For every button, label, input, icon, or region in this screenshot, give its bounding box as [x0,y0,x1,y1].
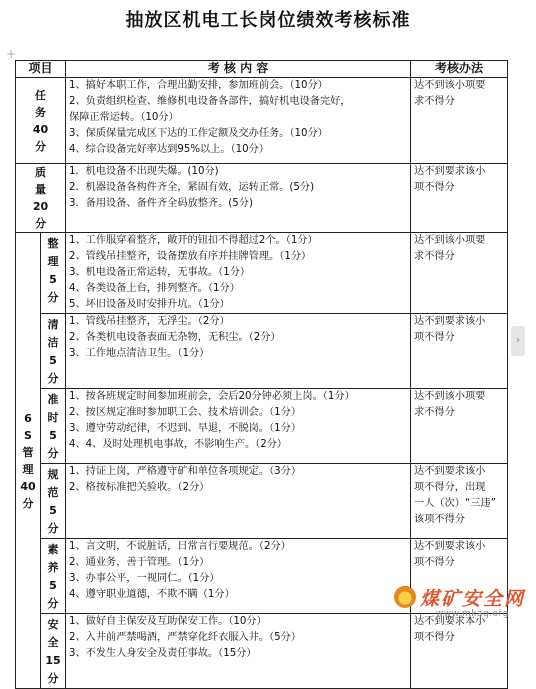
method-line: 达不到要求该小 [414,316,486,327]
content-cell [66,464,411,539]
document-title: 抽放区机电工长岗位绩效考核标准 [125,10,411,31]
watermark-logo [392,582,532,624]
method-line: 求不得分 [414,96,455,107]
method-cell [411,614,508,689]
category-char: S [24,428,32,442]
sub-category-char: 时 [47,411,59,424]
sub-category-char: 清 [47,318,59,331]
sub-category-char: 养 [47,561,59,574]
category-char: 务 [35,105,46,119]
method-line: 达不到该小项要 [414,80,486,91]
content-cell [66,539,411,614]
category-char: 6 [24,411,32,425]
watermark-emblem-icon [394,586,416,608]
content-line: 3、工作地点清洁卫生。（1分） [69,348,210,359]
sub-category-cell [41,389,66,464]
content-line: 3．备用设备、备件齐全码放整齐。(5分) [69,198,253,209]
method-line: 求不得分 [414,251,455,262]
table-move-handle-icon[interactable]: + [6,47,17,61]
watermark-url: www.mkaq.org [436,609,509,619]
sub-category-char: 素 [47,543,59,556]
method-line: 项不得分 [414,332,455,343]
content-line: 3、保质保量完成区下达的工作定额及交办任务。（10分） [69,128,328,139]
method-line: 项不得分，出现 [414,482,486,493]
content-cell [66,314,411,389]
category-char: 管 [22,445,34,459]
sub-category-cell [41,614,66,689]
sub-category-char: 理 [47,255,59,268]
category-cell [16,164,66,233]
scroll-handle-icon[interactable]: › [511,326,525,356]
content-line: 1、做好自主保安及互助保安工作。（10分） [69,616,267,627]
table-row [16,164,508,233]
content-line: 1、工作服穿着整齐，敞开的钮扣不得超过2个。（1分） [69,235,318,246]
sub-category-char: 15 [45,654,61,667]
content-cell [66,614,411,689]
sub-category-cell [41,233,66,314]
table-row [16,78,508,164]
sub-category-char: 整 [47,237,59,250]
six-s-row [16,464,508,539]
content-line: 3、不发生人身安全及责任事故。（15分） [69,648,257,659]
content-line: 1、持证上岗，严格遵守矿和单位各项规定。（3分） [69,466,302,477]
content-cell [66,78,411,164]
content-line: 3、办事公平，一视同仁。（1分） [69,573,220,584]
category-char: 量 [35,183,46,196]
sub-category-char: 范 [47,486,59,499]
sub-category-char: 分 [47,522,59,535]
sub-category-char: 分 [47,597,59,610]
sub-category-char: 分 [47,447,59,460]
watermark-text: 煤矿安全网 [420,588,526,610]
header-method: 考核办法 [411,61,508,78]
method-line: 达不到该小项要 [414,391,486,402]
content-line: 2、入井前严禁喝酒，严禁穿化纤衣服入井。（5分） [69,632,302,643]
method-line: 达不到要求本小 [414,616,486,627]
content-line: 3、机电设备正常运转，无事故。（1分） [69,267,251,278]
sub-category-char: 分 [47,672,59,685]
content-line: 4、遵守职业道德，不欺不瞒（1分） [69,589,235,600]
content-line: 5、坏旧设备及时安排升坑。（1分） [69,299,230,310]
method-line: 项不得分 [414,557,455,568]
sub-category-char: 规 [47,468,59,481]
sub-category-char: 5 [49,504,57,517]
content-line: 2．机器设备各构件齐全，紧固有效，运转正常。(5分) [69,182,315,193]
method-line: 达不到要求该小 [414,541,486,552]
header-project: 项目 [16,61,66,78]
category-char: 质 [35,166,46,179]
sub-category-cell [41,539,66,614]
category-char: 分 [22,496,34,510]
content-line: 4、各类设备上台，排列整齐。（1分） [69,283,240,294]
category-char: 任 [35,88,46,102]
method-cell [411,164,508,233]
six-s-row [16,233,508,314]
content-line: 2、各类机电设备表面无杂物，无积尘。（2分） [69,332,281,343]
six-s-row [16,614,508,689]
content-line: 4、4、及时处理机电事故，不影响生产。（2分） [69,439,288,450]
content-cell [66,233,411,314]
sub-category-cell [41,464,66,539]
category-char: 20 [32,200,49,213]
sub-category-char: 5 [49,579,57,592]
category-cell [16,78,66,164]
content-line: 保障正常运转。（10分） [69,112,179,123]
method-line: 达不到要求该小 [414,466,486,477]
sub-category-char: 5 [49,354,57,367]
method-cell [411,78,508,164]
content-line: 1、按各班规定时间参加班前会，会后20分钟必须上岗。（1分） [69,391,355,402]
content-line: 3、遵守劳动纪律，不迟到、早退，不脱岗。（1分） [69,423,302,434]
content-cell [66,164,411,233]
category-char: 40 [20,479,36,493]
method-cell [411,389,508,464]
six-s-row [16,389,508,464]
content-line: 4、综合设备完好率达到95%以上。（10分） [69,144,270,155]
content-line: 2、负责组织检查、维修机电设备各部件，搞好机电设备完好， [69,96,351,107]
method-line: 达不到要求该小 [414,166,486,177]
content-cell [66,389,411,464]
six-s-row [16,314,508,389]
method-line: 达不到该小项要 [414,235,486,246]
method-line: 项不得分 [414,632,455,643]
content-line: 2、格按标准把关验收。（2分） [69,482,210,493]
method-line: 该项不得分 [414,514,465,525]
sub-category-cell [41,314,66,389]
sub-category-char: 准 [47,393,59,406]
content-line: 2、管线吊挂整齐，设备摆放有序并挂牌管理。（1分） [69,251,312,262]
category-char: 分 [35,217,46,230]
method-line: 一人（次）“三违” [414,498,496,509]
method-cell [411,464,508,539]
content-line: 1、管线吊挂整齐，无浮尘。（2分） [69,316,230,327]
sub-category-char: 5 [49,273,57,286]
method-line: 项不得分 [414,182,455,193]
method-line: 求不得分 [414,407,455,418]
table-header-row [16,61,508,78]
category-char: 分 [35,139,46,153]
content-line: 1、言文明，不说脏话，日常言行要规范。（2分） [69,541,291,552]
content-line: 2、通业务，善于管理。（1分） [69,557,210,568]
content-line: 2、按区规定准时参加职工会、技术培训会。（1分） [69,407,302,418]
sub-category-char: 5 [49,429,57,442]
sub-category-char: 安 [47,618,59,631]
six-s-category-cell [16,233,41,689]
content-line: 1、搞好本职工作，合理出勤安排，参加班前会。（10分） [69,80,328,91]
sub-category-char: 全 [47,636,59,649]
category-char: 理 [22,462,34,476]
content-line: 1．机电设备不出现失爆。(10分) [69,166,219,177]
sub-category-char: 分 [47,372,59,385]
sub-category-char: 分 [47,291,59,304]
category-char: 40 [32,122,49,136]
header-content: 考 核 内 容 [66,61,411,78]
method-cell [411,233,508,314]
sub-category-char: 洁 [47,336,59,349]
method-cell [411,314,508,389]
